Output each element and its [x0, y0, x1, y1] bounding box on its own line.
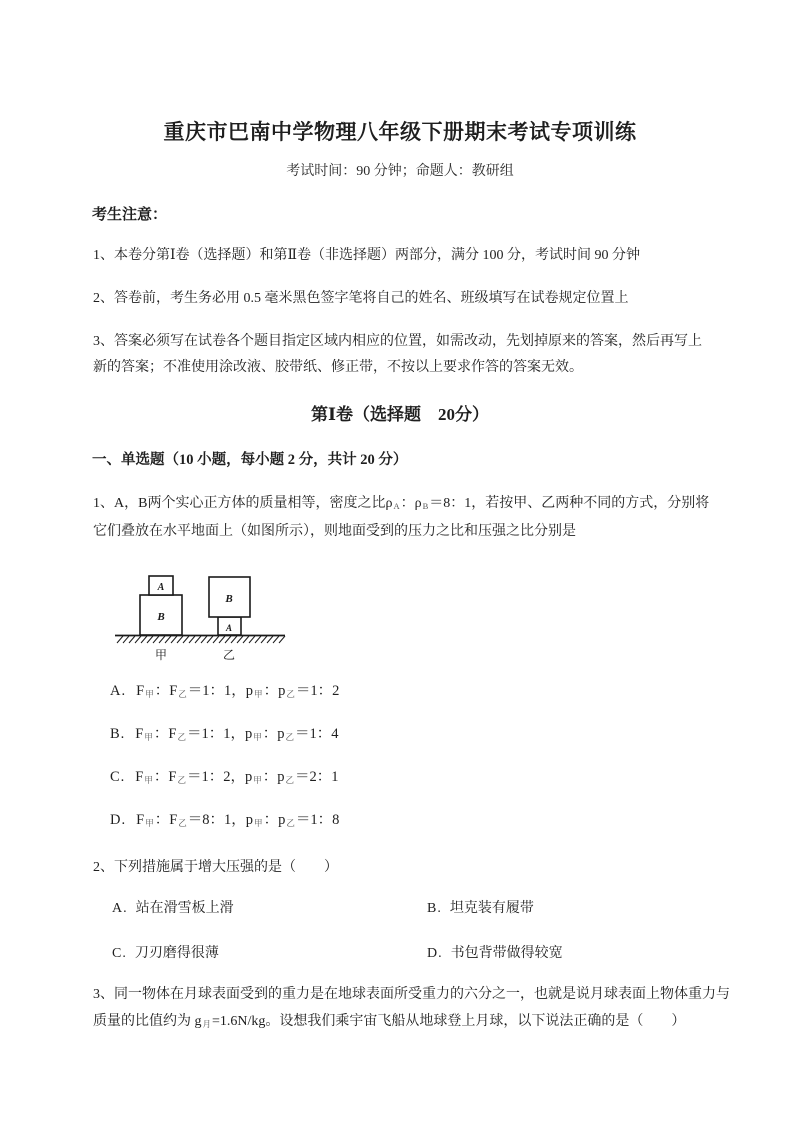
q3-stem-text: =1.6N/kg。设想我们乘宇宙飞船从地球登上月球，以下说法正确的是（ ） [212, 1014, 686, 1029]
option-letter: B. [110, 726, 126, 742]
q1-option-b[interactable] [110, 724, 339, 767]
comma: ， [230, 769, 245, 785]
option-text: 坦克装有履带 [449, 901, 534, 916]
q1-stem-text: ：ρ [400, 496, 422, 511]
subscript-yi: 乙 [178, 818, 187, 828]
force-symbol: F [136, 812, 145, 828]
q1-option-a[interactable] [110, 681, 339, 724]
option-letter: A. [110, 683, 127, 699]
subscript-yi: 乙 [286, 818, 295, 828]
jia-small-cube-label: A [157, 582, 165, 593]
pressure-symbol: p [278, 812, 286, 828]
force-symbol: F [136, 683, 145, 699]
equals: ＝ [186, 726, 202, 742]
q1-option-c[interactable] [110, 767, 339, 810]
pressure-ratio-value: 1：4 [309, 726, 339, 742]
q2-option-b[interactable] [427, 897, 534, 917]
option-letter: C. [112, 946, 127, 961]
q2-option-a[interactable] [112, 897, 234, 917]
colon: ： [154, 812, 170, 828]
g-subscript-moon: 月 [202, 1019, 212, 1029]
q1-option-d[interactable] [110, 810, 339, 853]
q1-stem-text: ＝8：1，若按甲、乙两种不同的方式，分别将它们叠放在水平地面上（如图所示），则地面受到的压力之比和压强之比分别是 [93, 496, 710, 539]
pressure-symbol: p [277, 769, 285, 785]
option-text: 站在滑雪板上滑 [135, 901, 234, 916]
q2-stem-text: 下列措施属于增大压强的是（ ） [114, 860, 338, 875]
subscript-yi: 乙 [286, 689, 295, 699]
equals: ＝ [295, 812, 311, 828]
subscript-jia: 甲 [254, 689, 263, 699]
force-symbol: F [169, 812, 178, 828]
option-letter: C. [110, 769, 126, 785]
colon: ： [263, 812, 279, 828]
notice-item-1: 1、本卷分第Ⅰ卷（选择题）和第Ⅱ卷（非选择题）两部分，满分 100 分，考试时间 90 分钟 [93, 248, 641, 263]
option-letter: A. [112, 901, 128, 916]
comma: ， [230, 726, 245, 742]
question-3-number: 3、 [93, 987, 114, 1002]
subscript-yi: 乙 [177, 732, 186, 742]
rho-subscript-a: A [393, 501, 400, 511]
force-symbol: F [135, 769, 144, 785]
subscript-jia: 甲 [254, 818, 263, 828]
jia-large-cube-label: B [157, 611, 165, 623]
question-1-figure [113, 562, 293, 669]
pressure-ratio-value: 1：2 [310, 683, 340, 699]
subscript-yi: 乙 [177, 775, 186, 785]
force-ratio-value: 8：1 [202, 812, 232, 828]
rho-subscript-b: B [422, 501, 429, 511]
pressure-symbol: p [277, 726, 285, 742]
colon: ： [153, 769, 169, 785]
subscript-yi: 乙 [178, 689, 187, 699]
yi-large-cube-label: B [225, 593, 233, 605]
colon: ： [153, 726, 169, 742]
q2-option-c[interactable] [112, 942, 219, 962]
equals: ＝ [187, 812, 203, 828]
colon: ： [262, 726, 278, 742]
pressure-symbol: p [244, 726, 253, 742]
notice-item-2: 2、答卷前，考生务必用 0.5 毫米黑色签字笔将自己的姓名、班级填写在试卷规定位置上 [93, 291, 629, 306]
question-2-stem [93, 855, 715, 881]
subscript-jia: 甲 [144, 775, 153, 785]
force-symbol: F [168, 726, 177, 742]
force-ratio-value: 1：1 [201, 726, 231, 742]
notice-heading: 考生注意： [92, 207, 168, 223]
pressure-symbol: p [245, 683, 254, 699]
subscript-jia: 甲 [145, 818, 154, 828]
question-1-number: 1、 [93, 496, 114, 511]
section1-title: 第Ⅰ卷（选择题 20分） [311, 405, 489, 424]
subscript-jia: 甲 [253, 775, 262, 785]
pressure-symbol: p [244, 769, 253, 785]
colon: ： [263, 683, 279, 699]
question-1-options [110, 681, 339, 853]
equals: ＝ [295, 726, 310, 742]
yi-caption: 乙 [222, 648, 236, 662]
question-2-number: 2、 [93, 860, 114, 875]
pressure-symbol: p [245, 812, 254, 828]
part1-heading: 一、单选题（10 小题，每小题 2 分，共计 20 分） [92, 452, 408, 468]
subscript-yi: 乙 [285, 732, 295, 742]
option-text: 书包背带做得较宽 [450, 946, 563, 961]
yi-small-cube-label: A [225, 623, 233, 633]
comma: ， [231, 812, 246, 828]
colon: ： [262, 769, 278, 785]
force-ratio-value: 1：2 [201, 769, 231, 785]
subscript-jia: 甲 [145, 689, 154, 699]
q1-stem-text: A，B两个实心正方体的质量相等，密度之比ρ [114, 496, 393, 511]
q3-stem-text: 同一物体在月球表面受到的重力是在地球表面所受重力的六分之一，也就是说月球表面上物体重力与质量的比值约为 g [93, 987, 730, 1029]
option-letter: D. [110, 812, 127, 828]
jia-caption: 甲 [154, 648, 168, 662]
pressure-ratio-value: 1：8 [310, 812, 340, 828]
equals: ＝ [295, 683, 311, 699]
colon: ： [154, 683, 170, 699]
q2-option-d[interactable] [427, 942, 563, 962]
question-1-stem [93, 491, 715, 545]
equals: ＝ [187, 683, 203, 699]
force-symbol: F [169, 683, 178, 699]
comma: ， [231, 683, 246, 699]
pressure-ratio-value: 2：1 [309, 769, 339, 785]
option-letter: B. [427, 901, 442, 916]
equals: ＝ [186, 769, 202, 785]
question-3-stem [93, 981, 733, 1038]
subscript-jia: 甲 [144, 732, 153, 742]
option-letter: D. [427, 946, 443, 961]
stacked-cubes-diagram [113, 562, 293, 664]
force-ratio-value: 1：1 [202, 683, 232, 699]
subscript-yi: 乙 [285, 775, 295, 785]
force-symbol: F [135, 726, 144, 742]
subscript-jia: 甲 [253, 732, 262, 742]
pressure-symbol: p [278, 683, 286, 699]
option-text: 刀刃磨得很薄 [134, 946, 219, 961]
page-title: 重庆市巴南中学物理八年级下册期末考试专项训练 [163, 120, 637, 144]
notice-item-3: 3、答案必须写在试卷各个题目指定区域内相应的位置，如需改动，先划掉原来的答案，然后再写上新的答案；不准使用涂改液、胶带纸、修正带，不按以上要求作答的答案无效。 [93, 334, 702, 375]
equals: ＝ [295, 769, 310, 785]
ground-hatching [117, 636, 285, 643]
force-symbol: F [168, 769, 177, 785]
exam-meta: 考试时间：90 分钟；命题人：教研组 [286, 164, 514, 179]
